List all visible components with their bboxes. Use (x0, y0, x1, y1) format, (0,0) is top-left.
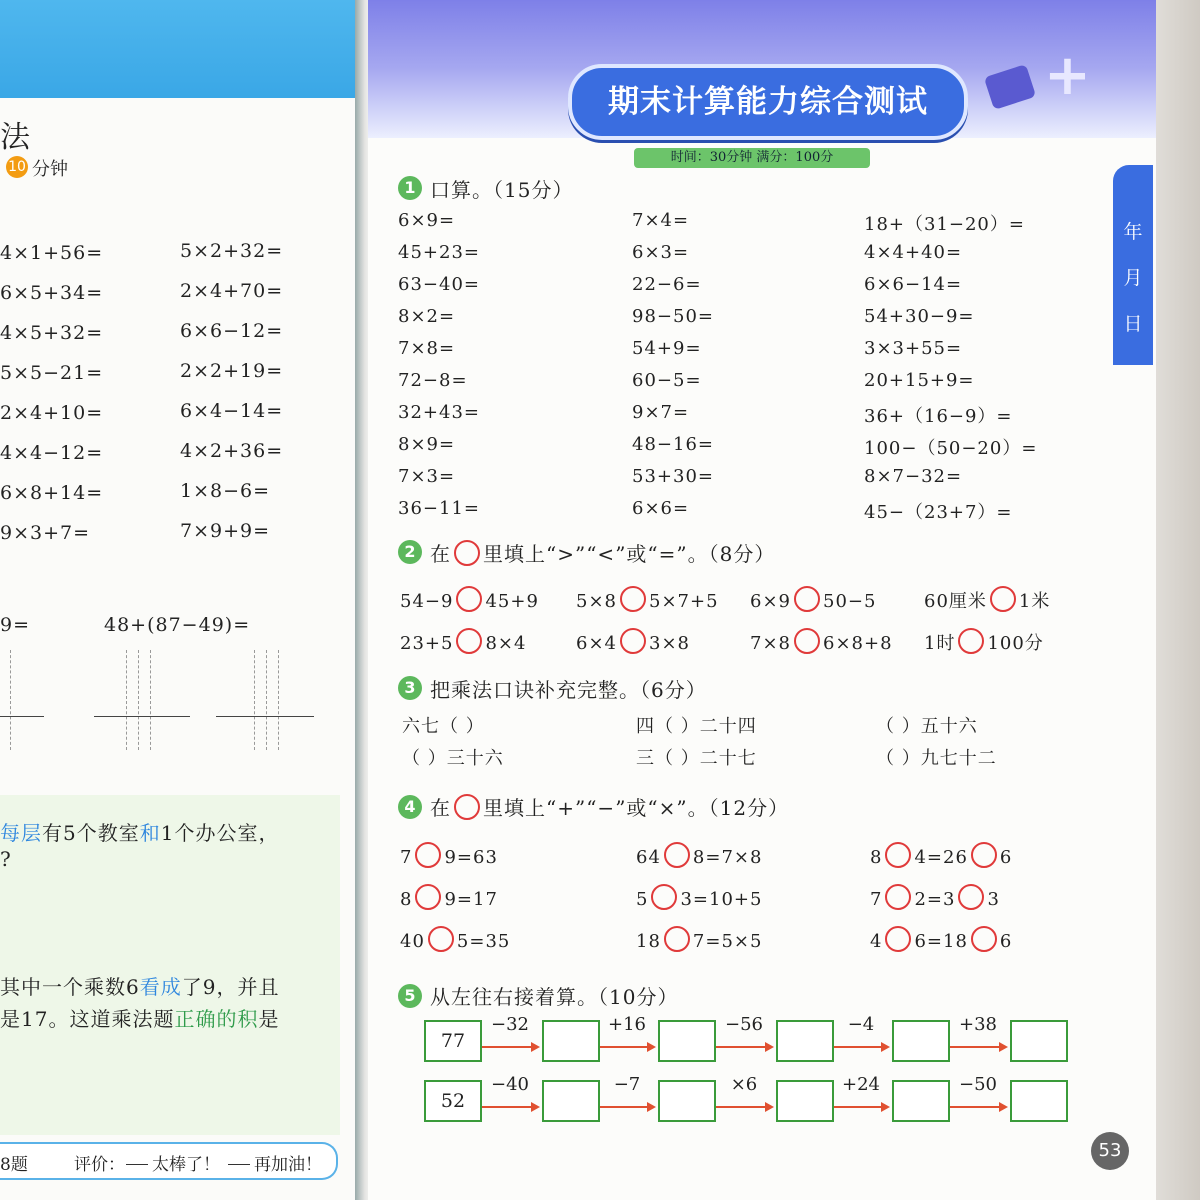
section-5-number: 5 (398, 984, 422, 1008)
mental-math-item: 98−50= (632, 306, 714, 327)
section-5-title: 从左往右接着算。（10分） (430, 985, 679, 1009)
operator-middle: 6=18 (914, 931, 968, 952)
mental-math-item: 20+15+9= (864, 370, 975, 391)
chain-answer-box[interactable] (776, 1080, 834, 1122)
mental-math-item: 36+（16−9）= (864, 406, 1013, 427)
guide-line (266, 650, 267, 750)
mental-math-item: 3×3+55= (864, 338, 963, 359)
story-line-3: 其中一个乘数6看成了9，并且 (0, 975, 280, 999)
left-equation: 6×8+14= (0, 482, 104, 504)
timer-unit: 分钟 (32, 159, 68, 180)
left-equation: 4×5+32= (0, 322, 104, 344)
left-equation: 6×6−12= (180, 320, 284, 342)
operator-right: 6 (999, 847, 1013, 868)
answer-circle[interactable] (456, 586, 482, 612)
section-1-title: 口算。（15分） (430, 178, 574, 202)
operator-item (870, 926, 1012, 952)
mental-math-item: 32+43= (398, 402, 480, 423)
mental-math-item: 72−8= (398, 370, 468, 391)
answer-circle[interactable] (971, 842, 997, 868)
compare-right: 45+9 (485, 591, 539, 612)
compare-item (400, 586, 539, 612)
guide-line (10, 650, 11, 750)
operator-item (870, 884, 1000, 910)
eval-blank[interactable] (228, 1164, 250, 1165)
operator-item (636, 842, 762, 868)
chain-answer-box[interactable] (892, 1020, 950, 1062)
answer-circle[interactable] (971, 926, 997, 952)
chain-start-box: 52 (424, 1080, 482, 1122)
answer-circle[interactable] (664, 926, 690, 952)
vertical-problem-right: 48+(87−49)= (104, 614, 251, 636)
compare-item (750, 628, 893, 654)
chain-answer-box[interactable] (776, 1020, 834, 1062)
operator-middle: 7=5×5 (692, 931, 763, 952)
chain-arrow (600, 1046, 654, 1048)
rhyme-item[interactable]: （ ）九七十二 (876, 748, 997, 769)
answer-circle[interactable] (958, 884, 984, 910)
operator-left: 18 (636, 931, 661, 952)
answer-circle[interactable] (958, 628, 984, 654)
chain-arrow (482, 1106, 538, 1108)
left-equation: 6×5+34= (0, 282, 104, 304)
answer-circle[interactable] (990, 586, 1016, 612)
mental-math-item: 54+9= (632, 338, 702, 359)
footer-good: 太棒了！ (152, 1155, 220, 1175)
circle-icon (454, 540, 480, 566)
date-month: 月 (1123, 267, 1143, 289)
footer-more: 再加油！ (254, 1155, 322, 1175)
left-heading: 法 (0, 120, 30, 155)
compare-left: 7×8 (750, 633, 791, 654)
compare-left: 1时 (924, 633, 956, 654)
operator-left: 4 (870, 931, 883, 952)
compare-right: 3×8 (649, 633, 690, 654)
chain-operation: +16 (608, 1014, 646, 1035)
operator-left: 40 (400, 931, 425, 952)
left-equation: 2×4+70= (180, 280, 284, 302)
eval-blank[interactable] (126, 1164, 148, 1165)
chain-operation: −40 (491, 1074, 529, 1095)
operator-middle: 3=10+5 (680, 889, 763, 910)
mental-math-item: 8×7−32= (864, 466, 963, 487)
mental-math-item: 6×3= (632, 242, 690, 263)
answer-circle[interactable] (794, 586, 820, 612)
operator-middle: 2=3 (914, 889, 956, 910)
chain-arrow (950, 1106, 1006, 1108)
left-equation: 4×2+36= (180, 440, 284, 462)
chain-answer-box[interactable] (1010, 1080, 1068, 1122)
answer-circle[interactable] (415, 842, 441, 868)
story-line-1: 每层有5个教室和1个办公室， (0, 821, 280, 845)
chain-operation: −7 (613, 1074, 641, 1095)
title-banner (568, 64, 968, 140)
compare-right: 1米 (1018, 591, 1051, 612)
mental-math-item: 8×2= (398, 306, 456, 327)
chain-arrow (600, 1106, 654, 1108)
mental-math-item: 6×6= (632, 498, 690, 519)
chain-operation: −32 (491, 1014, 529, 1035)
mental-math-item: 36−11= (398, 498, 480, 519)
compare-item (924, 586, 1050, 613)
operator-item (400, 926, 510, 952)
rhyme-item[interactable]: 三（ ）二十七 (636, 748, 757, 769)
compare-item (924, 628, 1044, 655)
chain-answer-box[interactable] (658, 1020, 716, 1062)
mental-math-item: 60−5= (632, 370, 702, 391)
right-page (368, 0, 1156, 1200)
chain-operation: +38 (959, 1014, 997, 1035)
chain-answer-box[interactable] (542, 1020, 600, 1062)
chain-arrow (482, 1046, 538, 1048)
operator-middle: 9=63 (444, 847, 498, 868)
left-equation: 4×1+56= (0, 242, 104, 264)
answer-circle[interactable] (456, 628, 482, 654)
guide-line (126, 650, 127, 750)
book-edge (1156, 0, 1200, 1200)
story-line-2: ? (0, 847, 12, 871)
operator-item (870, 842, 1012, 868)
footer-eval-label: 评价： (74, 1155, 125, 1175)
page-title: 期末计算能力综合测试 (608, 84, 928, 120)
plus-icon: + (1044, 43, 1091, 108)
mental-math-item: 45+23= (398, 242, 480, 263)
operator-right: 6 (999, 931, 1013, 952)
answer-circle[interactable] (620, 628, 646, 654)
operator-item (636, 884, 762, 910)
answer-line (216, 716, 314, 717)
chain-start-box: 77 (424, 1020, 482, 1062)
rhyme-item[interactable]: （ ）三十六 (402, 748, 504, 769)
left-equation: 4×4−12= (0, 442, 104, 464)
answer-circle[interactable] (885, 842, 911, 868)
compare-left: 6×4 (576, 633, 617, 654)
chain-answer-box[interactable] (658, 1080, 716, 1122)
circle-icon (454, 794, 480, 820)
mental-math-item: 6×6−14= (864, 274, 963, 295)
chain-operation: −50 (959, 1074, 997, 1095)
guide-line (278, 650, 279, 750)
mental-math-item: 7×8= (398, 338, 456, 359)
operator-item (400, 842, 498, 868)
compare-item (576, 628, 690, 654)
mental-math-item: 7×4= (632, 210, 690, 231)
operator-middle: 5=35 (456, 931, 511, 952)
chain-arrow (950, 1046, 1006, 1048)
chain-operation: −56 (725, 1014, 763, 1035)
footer-count: 8题 (0, 1155, 28, 1175)
compare-left: 23+5 (400, 633, 454, 654)
left-equation: 2×4+10= (0, 402, 104, 424)
left-equation: 1×8−6= (180, 480, 271, 502)
answer-circle[interactable] (415, 884, 441, 910)
mental-math-item: 4×4+40= (864, 242, 963, 263)
guide-line (150, 650, 151, 750)
rhyme-item[interactable]: 六七（ ） (402, 716, 485, 737)
mental-math-item: 48−16= (632, 434, 714, 455)
mental-math-item: 22−6= (632, 274, 702, 295)
operator-left: 7 (870, 889, 883, 910)
mental-math-item: 18+（31−20）= (864, 214, 1025, 235)
left-page (0, 0, 362, 1200)
answer-line (0, 716, 44, 717)
word-problem-box (0, 795, 340, 1135)
answer-circle[interactable] (885, 926, 911, 952)
timer-badge: 10 (6, 156, 28, 178)
compare-left: 54−9 (400, 591, 454, 612)
operator-right: 3 (987, 889, 1000, 910)
answer-circle[interactable] (885, 884, 911, 910)
operator-left: 5 (636, 889, 649, 910)
mental-math-item: 63−40= (398, 274, 480, 295)
mental-math-item: 8×9= (398, 434, 456, 455)
answer-circle[interactable] (651, 884, 677, 910)
operator-left: 64 (636, 847, 661, 868)
mental-math-item: 9×7= (632, 402, 690, 423)
chain-arrow (716, 1046, 772, 1048)
mental-math-item: 45−（23+7）= (864, 502, 1013, 523)
story-line-4: 是17。这道乘法题正确的积是 (0, 1007, 280, 1031)
mental-math-item: 100−（50−20）= (864, 438, 1038, 459)
mental-math-item: 53+30= (632, 466, 714, 487)
date-day: 日 (1123, 313, 1143, 335)
chain-operation: −4 (847, 1014, 875, 1035)
section-2-number: 2 (398, 540, 422, 564)
answer-circle[interactable] (794, 628, 820, 654)
guide-line (138, 650, 139, 750)
answer-circle[interactable] (428, 926, 454, 952)
vertical-problem-left: 9= (0, 614, 31, 636)
left-equation: 9×3+7= (0, 522, 91, 544)
compare-right: 5×7+5 (649, 591, 719, 612)
rhyme-item[interactable]: （ ）五十六 (876, 716, 978, 737)
section-3-number: 3 (398, 676, 422, 700)
evaluation-footer (0, 1142, 338, 1180)
left-equation: 7×9+9= (180, 520, 271, 542)
section-1-number: 1 (398, 176, 422, 200)
section-3-title: 把乘法口诀补充完整。（6分） (430, 678, 707, 702)
answer-circle[interactable] (620, 586, 646, 612)
compare-item (400, 628, 526, 654)
chain-arrow (716, 1106, 772, 1108)
compare-left: 5×8 (576, 591, 617, 612)
compare-left: 60厘米 (924, 591, 987, 612)
chain-answer-box[interactable] (542, 1080, 600, 1122)
compare-right: 100分 (987, 633, 1044, 654)
mental-math-item: 54+30−9= (864, 306, 975, 327)
operator-middle: 4=26 (914, 847, 968, 868)
compare-right: 8×4 (485, 633, 527, 654)
chain-arrow (834, 1046, 888, 1048)
answer-line (94, 716, 190, 717)
chain-answer-box[interactable] (892, 1080, 950, 1122)
left-equation: 5×2+32= (180, 240, 284, 262)
date-tab (1113, 165, 1153, 365)
chain-operation: ×6 (730, 1074, 758, 1095)
date-year: 年 (1123, 221, 1143, 243)
compare-item (750, 586, 876, 612)
left-page-banner (0, 0, 362, 98)
answer-circle[interactable] (664, 842, 690, 868)
rhyme-item[interactable]: 四（ ）二十四 (636, 716, 757, 737)
compare-item (576, 586, 719, 612)
operator-middle: 9=17 (444, 889, 498, 910)
time-info-badge: 时间：30分钟 满分：100分 (634, 148, 870, 168)
left-equation: 6×4−14= (180, 400, 284, 422)
section-2-title: 在 里填上“>”“<”或“=”。（8分） (430, 542, 776, 566)
operator-item (400, 884, 498, 910)
left-equation: 2×2+19= (180, 360, 284, 382)
left-equation: 5×5−21= (0, 362, 104, 384)
guide-line (254, 650, 255, 750)
chain-answer-box[interactable] (1010, 1020, 1068, 1062)
mental-math-item: 6×9= (398, 210, 456, 231)
operator-left: 7 (400, 847, 413, 868)
chain-arrow (834, 1106, 888, 1108)
page-number: 53 (1091, 1132, 1129, 1170)
section-4-title: 在 里填上“+”“−”或“×”。（12分） (430, 796, 790, 820)
compare-left: 6×9 (750, 591, 791, 612)
chain-operation: +24 (842, 1074, 880, 1095)
operator-middle: 8=7×8 (692, 847, 763, 868)
compare-right: 50−5 (823, 591, 877, 612)
mental-math-item: 7×3= (398, 466, 456, 487)
operator-item (636, 926, 762, 952)
section-4-number: 4 (398, 795, 422, 819)
operator-left: 8 (400, 889, 413, 910)
compare-right: 6×8+8 (823, 633, 893, 654)
operator-left: 8 (870, 847, 883, 868)
